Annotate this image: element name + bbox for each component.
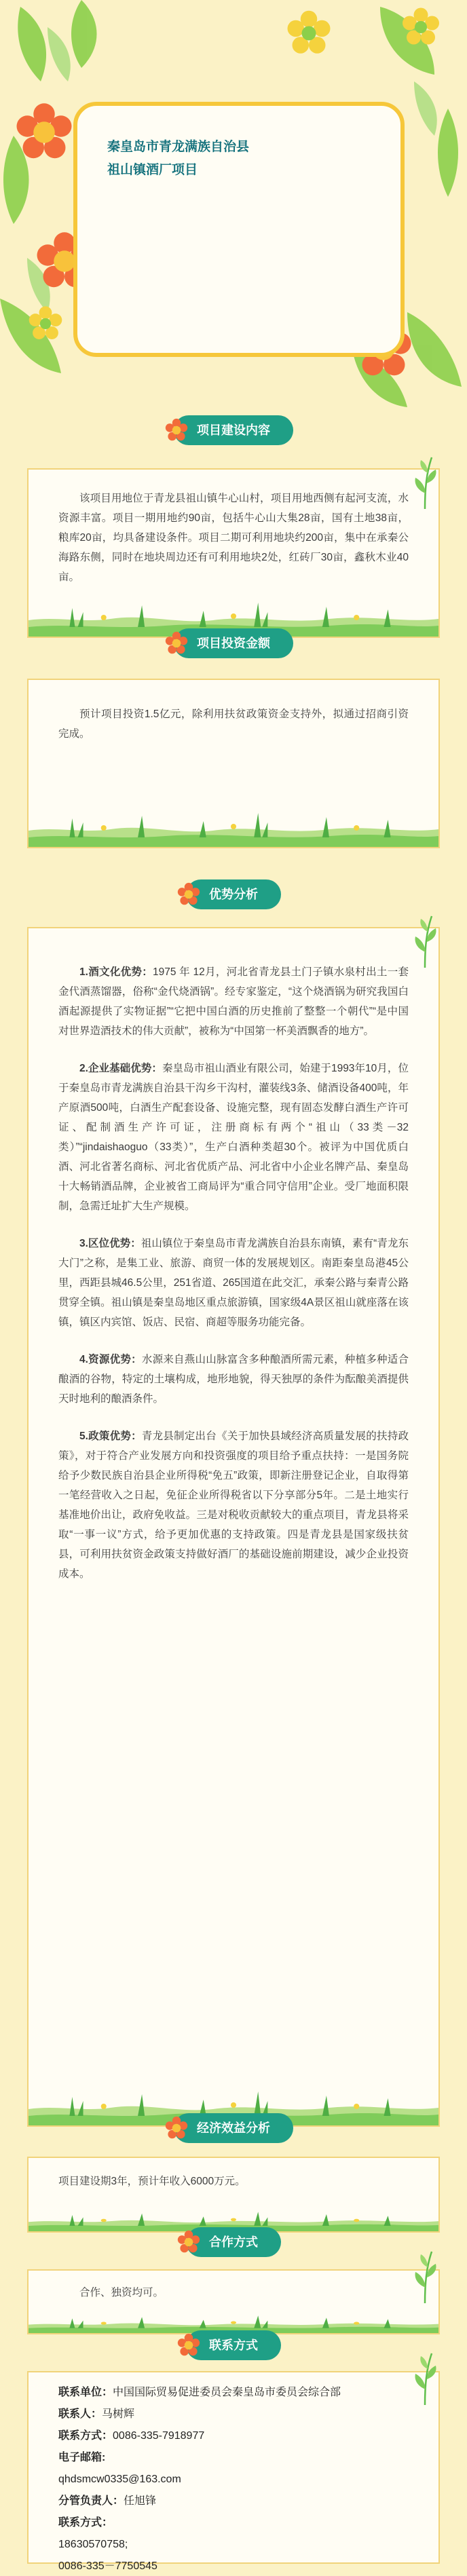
leaf-icon	[406, 915, 444, 969]
advantage-text: 祖山镇位于秦皇岛市青龙满族自治县东南镇，素有“青龙东大门”之称，是集工业、旅游、商贸一体的发展规划区。南距秦皇岛港45公里，西距县城46.5公里，251省道、265国道在此交汇，承秦公路与秦青公路贯穿全镇。祖山镇是秦皇岛地区重点旅游镇，国家级4A景区祖山就座落在该镇，镇区内宾馆、饭店、民宿、商超等服务功能完备。	[58, 1238, 409, 1328]
yellow-flower-icon	[27, 305, 64, 342]
advantage-heading: 3.区位优势：	[79, 1238, 141, 1249]
investment-card	[27, 679, 440, 848]
title-line-1: 秦皇岛市青龙满族自治县	[107, 140, 250, 154]
advantage-text: 秦皇岛市祖山酒业有限公司，始建于1993年10月，位于秦皇岛市青龙满族自治县干沟乡干沟村，灌装线3条、储酒设备400吨，年产原酒500吨，白酒生产配套设备、设施完整，现有固态发酵白酒生产许可证、配制酒生产许可证，注册商标有两个“祖山（33类－32类）”“jindaishaoguo（33类）”，生产白酒种类超30个。被评为中国优质白酒、河北省著名商标、河北省优质产品、河北省中小企业名牌产品、秦皇岛十大畅销酒品牌，企业被省工商局评为“重合同守信用”企业。受厂地面积限制，急需迁址扩大生产规模。	[58, 1063, 409, 1212]
title-line-2: 祖山镇酒厂项目	[107, 163, 198, 177]
section-title-label: 合作方式	[209, 2235, 258, 2249]
leader-phone-2: 0086-335－7750545	[58, 2560, 157, 2572]
orange-flower-icon	[14, 102, 75, 163]
benefit-card	[27, 2157, 440, 2233]
flower-icon	[164, 2116, 189, 2140]
contact-value: 马树辉	[102, 2408, 135, 2420]
email-link[interactable]: qhdsmcw0335@163.com	[58, 2474, 181, 2485]
advantage-heading: 1.酒文化优势：	[79, 966, 153, 978]
advantage-item	[58, 1426, 409, 1584]
section-title-label: 联系方式	[209, 2338, 258, 2352]
section-title-construction	[174, 415, 293, 445]
flower-icon	[176, 882, 201, 907]
section-title-advantages	[186, 879, 281, 909]
benefit-text: 项目建设期3年，预计年收入6000万元。	[58, 2176, 246, 2187]
flower-icon	[164, 418, 189, 442]
advantage-text: 1975 年 12月，河北省青龙县土门子镇水泉村出土一套金代酒蒸馏器，俗称“金代烧酒锅”。经专家鉴定，“这个烧酒锅为研究我国白酒起源提供了实物证据”“它把中国白酒的历史推前了整整一个朝代”“是中国对世界造酒技术的伟大贡献”，被称为“中国第一杯美酒飘香的地方”。	[58, 966, 409, 1037]
grass-decoration	[29, 799, 438, 847]
contact-email	[58, 2448, 409, 2467]
construction-card	[27, 468, 440, 638]
advantage-item	[58, 1234, 409, 1332]
advantage-text: 青龙县制定出台《关于加快县域经济高质量发展的扶持政策》，对于符合产业发展方向和投资强度的项目给予重点扶持：一是国务院给予少数民族自治县企业所得税“免五”政策，即新注册登记企业，自取得第一笔经营收入之日起，免征企业所得税省以下分享部分5年。二是土地实行基准地价出让，政府免收益。三是对税收贡献较大的重点项目，青龙县将采取“一事一议”方式，给予更加优惠的支持政策。四是青龙县是国家级扶贫县，可利用扶贫资金政策支持做好酒厂的基础设施前期建设，减少企业投资成本。	[58, 1431, 409, 1580]
contact-value: 中国国际贸易促进委员会秦皇岛市委员会综合部	[113, 2387, 341, 2398]
construction-text: 该项目用地位于青龙县祖山镇牛心山村，项目用地西侧有起河支流，水资源丰富。项目一期用地约90亩，包括牛心山大集28亩，国有土地38亩，粮库20亩，均具备建设条件。项目二期可利用地块约200亩，集中在承秦公海路东侧，同时在地块周边还有可利用地块2处，红砖厂30亩，鑫秋木业40亩。	[58, 493, 409, 583]
contact-leader-phone	[58, 2514, 409, 2533]
section-title-label: 优势分析	[209, 888, 258, 901]
contact-value: 0086-335-7918977	[113, 2430, 205, 2442]
grass-decoration	[29, 2309, 438, 2333]
contact-phone	[58, 2427, 409, 2446]
section-title-investment	[174, 628, 293, 658]
section-title-contact	[186, 2330, 281, 2360]
leaf-icon	[406, 2352, 444, 2406]
contact-person	[58, 2405, 409, 2424]
leaf-icon	[406, 2250, 444, 2305]
advantage-item	[58, 962, 409, 1041]
advantage-heading: 4.资源优势：	[79, 1354, 142, 1365]
contact-value: 任旭锋	[124, 2495, 157, 2507]
yellow-flower-icon	[400, 7, 441, 48]
advantages-card	[27, 927, 440, 2127]
contact-label: 联系方式：	[58, 2517, 113, 2528]
advantage-item	[58, 1059, 409, 1216]
contact-unit	[58, 2383, 409, 2402]
leaf-icon	[406, 456, 444, 510]
contact-label: 分管负责人：	[58, 2495, 124, 2507]
advantage-item	[58, 1350, 409, 1409]
contact-label: 联系人：	[58, 2408, 102, 2420]
investment-text: 预计项目投资1.5亿元，除利用扶贫政策资金支持外，拟通过招商引资完成。	[58, 708, 409, 740]
section-title-label: 项目投资金额	[197, 637, 270, 650]
section-title-label: 项目建设内容	[197, 423, 270, 437]
advantage-text: 水源来自燕山山脉富含多种酿酒所需元素，种植多种适合酿酒的谷物，特定的土壤构成，地形地貌，得天独厚的条件为酝酿美酒提供天时地利的酿酒条件。	[58, 1354, 409, 1405]
hero-banner	[0, 0, 467, 414]
leader-phone-1: 18630570758;	[58, 2539, 128, 2550]
contact-label: 联系单位：	[58, 2387, 113, 2398]
advantage-heading: 2.企业基础优势：	[79, 1063, 162, 1074]
yellow-flower-icon	[285, 10, 333, 57]
contact-card	[27, 2371, 440, 2572]
section-title-cooperation	[186, 2227, 281, 2257]
contact-leader	[58, 2492, 409, 2511]
page-title	[107, 136, 372, 182]
flower-icon	[176, 2333, 201, 2357]
flower-icon	[164, 631, 189, 656]
contact-label: 联系方式：	[58, 2430, 113, 2442]
advantage-heading: 5.政策优势：	[79, 1431, 142, 1442]
section-title-benefit	[174, 2113, 293, 2143]
cooperation-card	[27, 2269, 440, 2334]
section-title-label: 经济效益分析	[197, 2121, 270, 2135]
flower-icon	[176, 2230, 201, 2254]
cooperation-text: 合作、独资均可。	[79, 2287, 164, 2298]
contact-label: 电子邮箱:	[58, 2452, 106, 2463]
